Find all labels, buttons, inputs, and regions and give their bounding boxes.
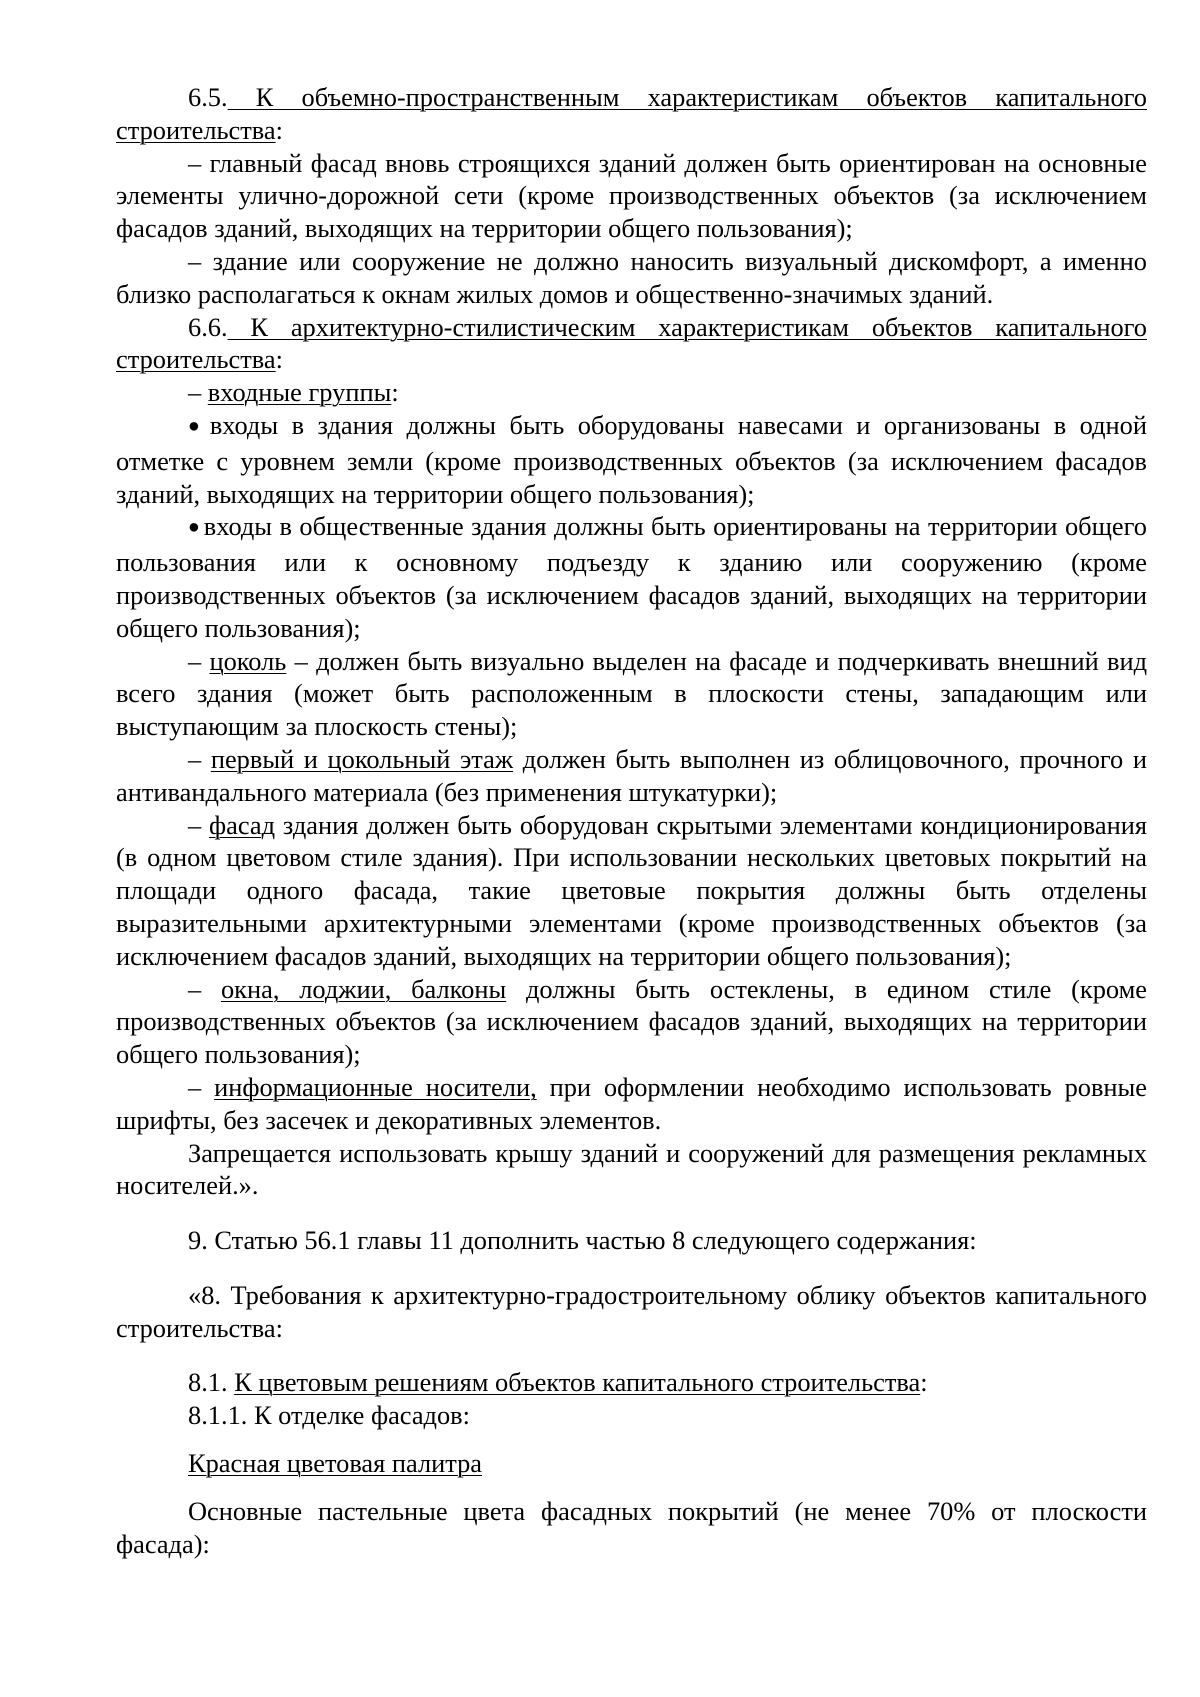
section-6-5-heading: 6.5. К объемно-пространственным характеристикам объектов капитального строительства: (116, 82, 1147, 145)
windows-label: окна, лоджии, балконы (220, 973, 507, 1004)
entry-groups-heading: – входные группы: (188, 377, 399, 408)
facade-label: фасад (209, 809, 276, 840)
info-carriers-label: информационные носители, (214, 1071, 537, 1102)
bullet-item: ● входы в здания должны быть оборудованы навесами и организованы в одной отметке с уровнем земли (кроме производственных объектов (за исключением фасадов зданий, выходящих на территории общего пользования); (116, 409, 1147, 509)
paragraph-info-carriers: – информационные носители, при оформлении необходимо использовать ровные шрифты, без засечек и декоративных элементов. (116, 1071, 1148, 1135)
section-number: 8.1. (188, 1367, 235, 1398)
bullet-item: ● входы в общественные здания должны быть ориентированы на территории общего пользования или к основному подъезду к зданию или сооружению (кроме производственных объектов (за исключением фасадов зданий, выходящих на территории общего пользования); (116, 511, 1147, 643)
plinth-label: цоколь (209, 645, 287, 676)
bullet-icon: ● (188, 516, 201, 539)
part-8-heading: «8. Требования к архитектурно-градостроительному облику объектов капитального строительства: (116, 1279, 1147, 1343)
first-floor-label: первый и цокольный этаж (210, 743, 514, 774)
document-page (116, 81, 1147, 1560)
section-8-1-1-heading: 8.1.1. К отделке фасадов: (188, 1400, 470, 1431)
section-number: 6.5. (188, 82, 228, 112)
palette-title: Красная цветовая палитра (188, 1448, 483, 1479)
section-title: К цветовым решениям объектов капитального строительства (234, 1367, 921, 1398)
section-8-1-heading: 8.1. К цветовым решениям объектов капитального строительства: (188, 1367, 928, 1398)
paragraph-base-colors: Основные пастельные цвета фасадных покрытий (не менее 70% от плоскости фасада): (116, 1495, 1147, 1559)
paragraph-visual-discomfort: – здание или сооружение не должно наносить визуальный дискомфорт, а именно близко располагаться к окнам жилых домов и общественно-значимых зданий. (116, 245, 1147, 309)
section-title: К архитектурно-стилистическим характеристикам объектов капитального строительства (116, 311, 1147, 375)
paragraph-facade: – фасад здания должен быть оборудован скрытыми элементами кондиционирования (в одном цветовом стиле здания). При использовании нескольких цветовых покрытий на площади одного фасада, такие цветовые покрытия должны быть отделены выразительными архитектурными элементами (кроме производственных объектов (за исключением фасадов зданий, выходящих на территории общего пользования); (116, 809, 1147, 971)
paragraph-first-floor: – первый и цокольный этаж должен быть выполнен из облицовочного, прочного и антивандального материала (без применения штукатурки); (116, 743, 1147, 807)
section-number: 6.6. (188, 311, 228, 342)
item-9: 9. Статью 56.1 главы 11 дополнить частью 8 следующего содержания: (188, 1225, 977, 1256)
entry-groups-label: входные группы (207, 377, 392, 408)
bullet-icon: ● (188, 414, 207, 437)
paragraph-windows: – окна, лоджии, балконы должны быть остеклены, в едином стиле (кроме производственных объектов (за исключением фасадов зданий, выходящих на территории общего пользования); (116, 973, 1147, 1070)
paragraph-main-facade: – главный фасад вновь строящихся зданий должен быть ориентирован на основные элементы улично-дорожной сети (кроме производственных объектов (за исключением фасадов зданий, выходящих на территории общего пользования); (116, 147, 1147, 244)
paragraph-plinth: – цоколь – должен быть визуально выделен на фасаде и подчеркивать внешний вид всего здания (может быть расположенным в плоскости стены, западающим или выступающим за плоскость стены); (116, 645, 1147, 742)
section-6-6-heading: 6.6. К архитектурно-стилистическим характеристикам объектов капитального строительства: (116, 311, 1147, 375)
section-title: К объемно-пространственным характеристикам объектов капитального строительства (116, 82, 1147, 145)
paragraph-prohibition: Запрещается использовать крышу зданий и сооружений для размещения рекламных носителей.». (116, 1137, 1147, 1201)
palette-heading (116, 1447, 1147, 1480)
